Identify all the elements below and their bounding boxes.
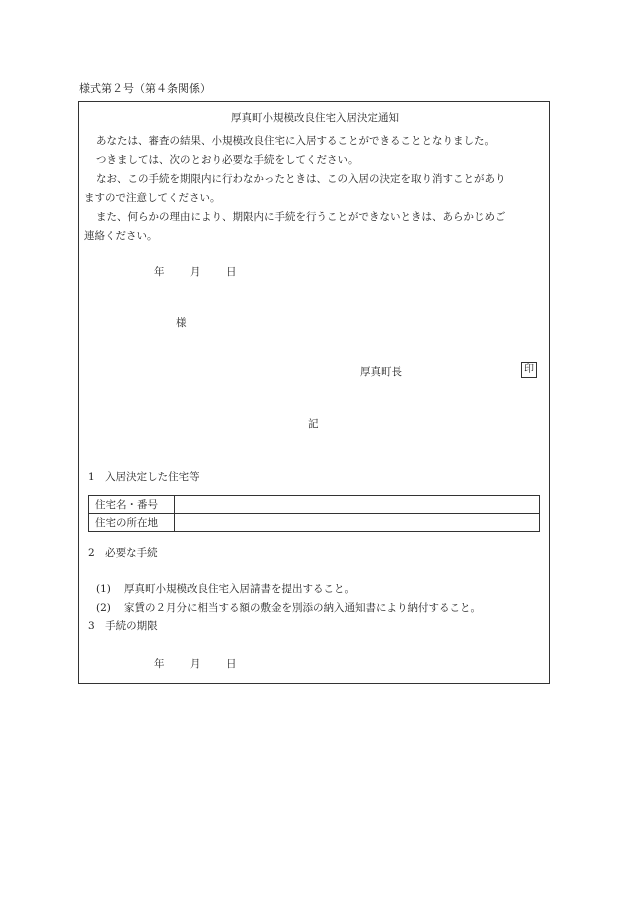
body-line: つきましては、次のとおり必要な手続をしてください。: [96, 154, 359, 166]
body-line: また、何らかの理由により、期限内に手続を行うことができないときは、あらかじめご: [96, 211, 506, 223]
house-info-table: [88, 495, 540, 532]
date-day: 日: [226, 266, 237, 278]
procedure-item: [96, 581, 355, 596]
procedure-number: (1): [96, 583, 111, 595]
body-line: ますので注意してください。: [84, 192, 221, 204]
procedure-item: [96, 600, 481, 615]
document-title: 厚真町小規模改良住宅入居決定通知: [231, 112, 399, 124]
section1-heading: 1 入居決定した住宅等: [88, 471, 200, 483]
procedure-text: 家賃の２月分に相当する額の敷金を別添の納入通知書により納付すること。: [124, 602, 481, 614]
table-value-cell: [175, 514, 540, 532]
table-label-cell: 住宅名・番号: [89, 496, 175, 514]
body-line: 連絡ください。: [84, 230, 158, 242]
notice-frame: [78, 101, 550, 684]
body-line: あなたは、審査の結果、小規模改良住宅に入居することができることとなりました。: [96, 135, 495, 147]
table-value-cell: [175, 496, 540, 514]
date-month: 月: [190, 266, 201, 278]
section3-heading: 3 手続の期限: [88, 620, 158, 632]
table-row: [89, 514, 540, 532]
procedure-text: 厚真町小規模改良住宅入居請書を提出すること。: [124, 583, 355, 595]
date-year: 年: [154, 658, 165, 670]
date-day: 日: [226, 658, 237, 670]
date-year: 年: [154, 266, 165, 278]
date-month: 月: [190, 658, 201, 670]
procedure-number: (2): [96, 602, 111, 614]
table-row: [89, 496, 540, 514]
seal-mark: 印: [521, 362, 537, 378]
form-number: 様式第２号（第４条関係）: [79, 82, 211, 95]
recipient-suffix: 様: [176, 317, 187, 329]
table-label-cell: 住宅の所在地: [89, 514, 175, 532]
section2-heading: 2 必要な手続: [88, 547, 158, 559]
body-line: なお、この手続を期限内に行わなかったときは、この入居の決定を取り消すことがあり: [96, 173, 506, 185]
ki-label: 記: [308, 418, 319, 430]
sender-name: 厚真町長: [360, 366, 402, 378]
